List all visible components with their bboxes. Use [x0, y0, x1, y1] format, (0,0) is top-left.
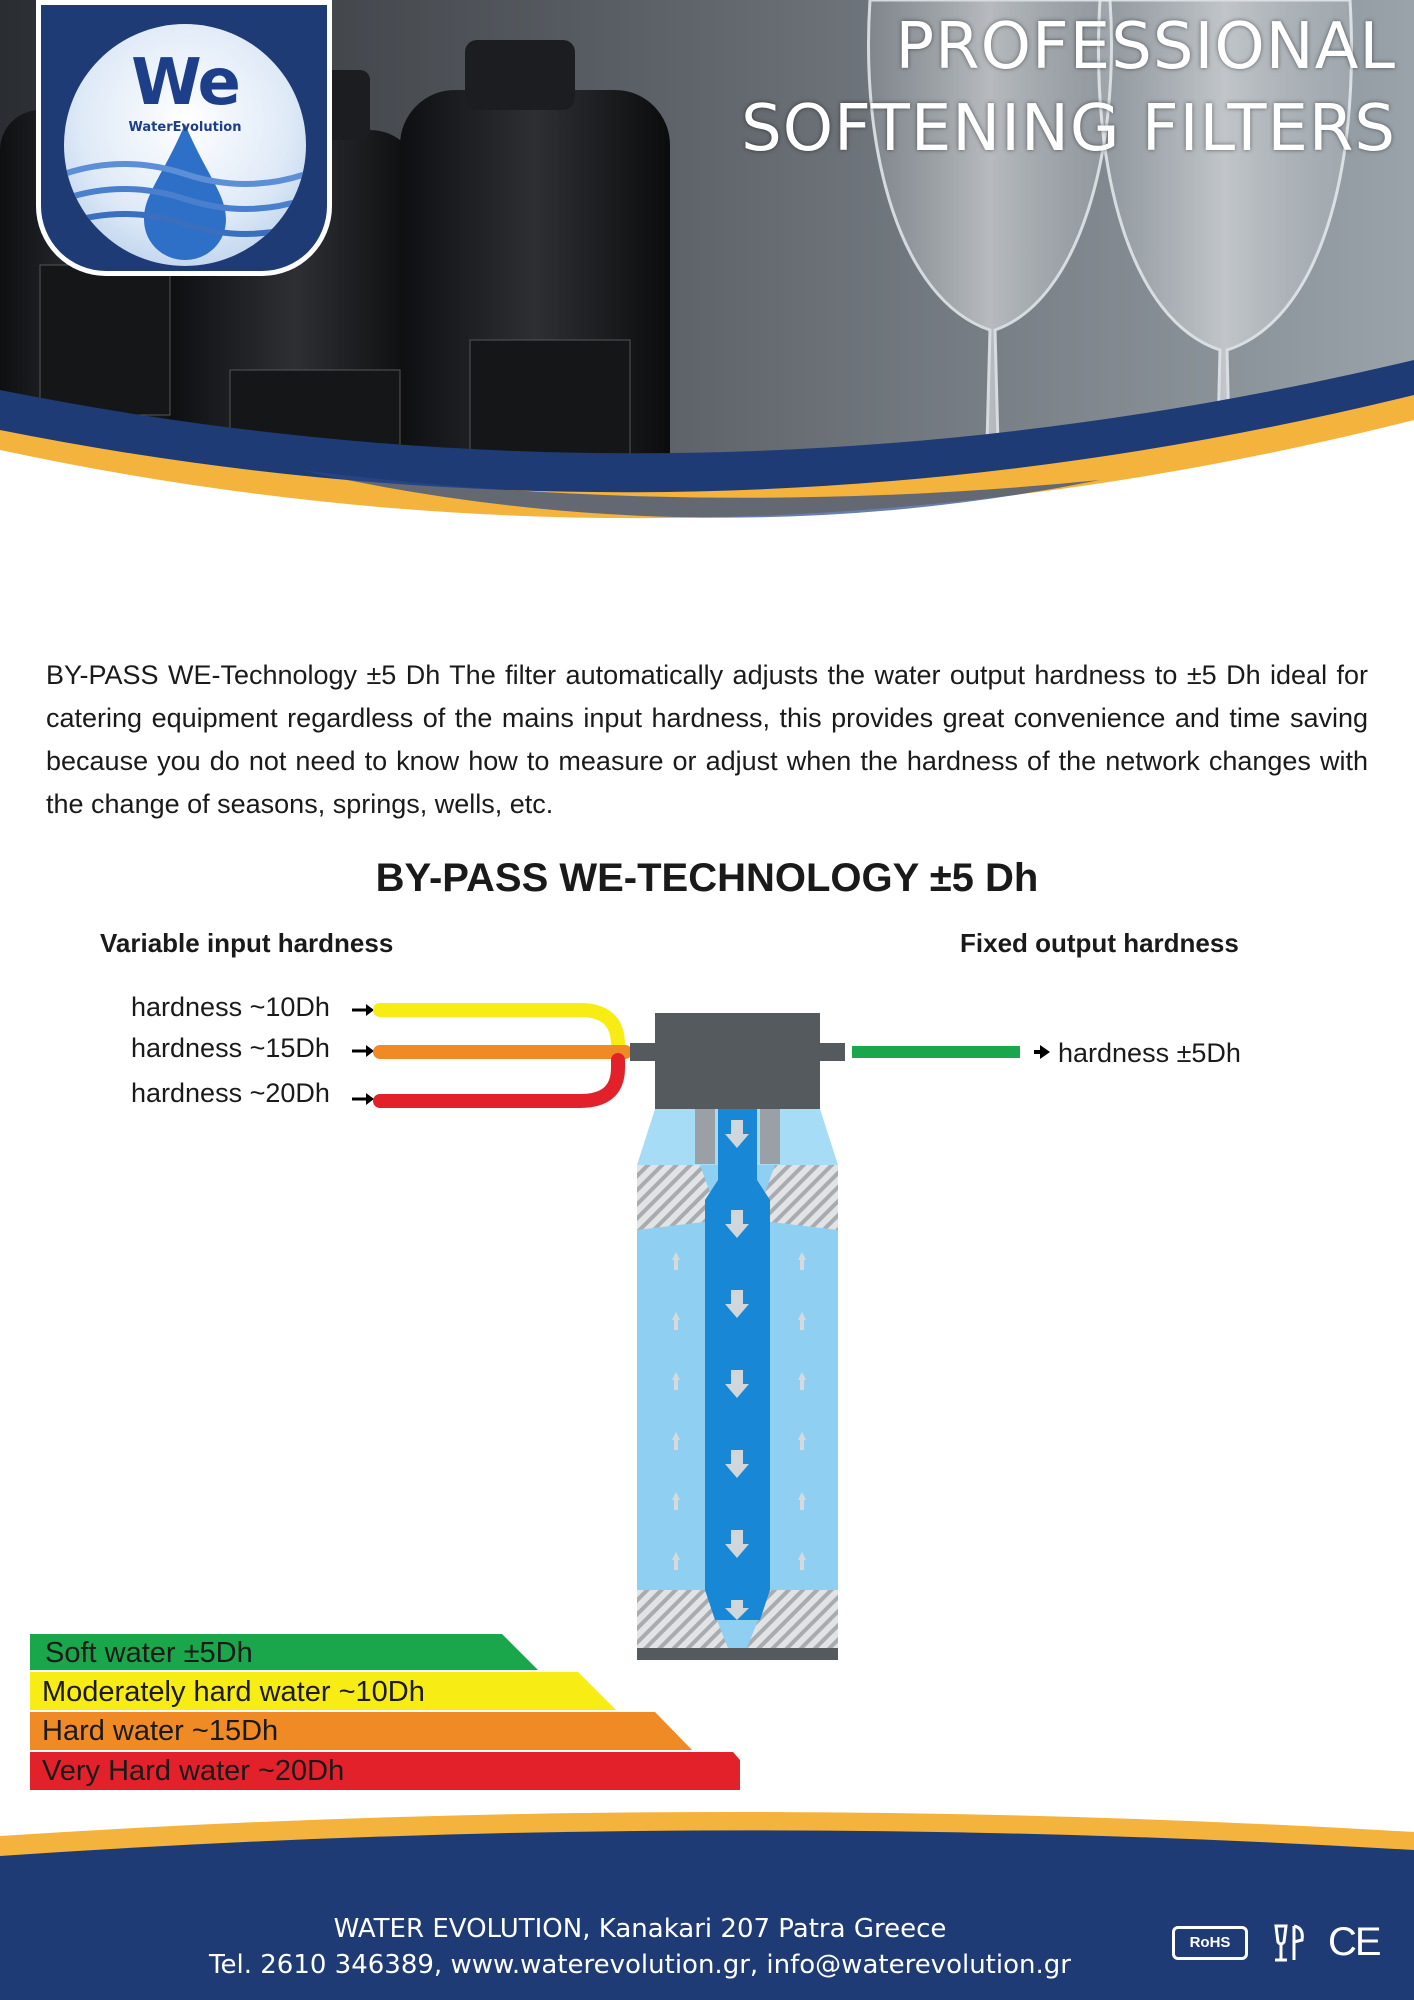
- diagram-title: BY-PASS WE-TECHNOLOGY ±5 Dh: [375, 856, 1039, 900]
- input-label-20dh: hardness ~20Dh: [131, 1078, 330, 1108]
- input-label-15dh: hardness ~15Dh: [131, 1033, 330, 1063]
- legend-label-moderate: Moderately hard water ~10Dh: [42, 1676, 425, 1708]
- rohs-badge: [1172, 1926, 1248, 1960]
- ce-mark: CE: [1328, 1920, 1380, 1964]
- legend-label-soft: Soft water ±5Dh: [45, 1637, 253, 1669]
- legend-label-very-hard: Very Hard water ~20Dh: [42, 1755, 345, 1787]
- food-safe-icon: [1272, 1924, 1306, 1964]
- logo-name: WaterEvolution: [128, 120, 242, 135]
- output-arrow-icon: [1034, 1045, 1050, 1059]
- page-title: [741, 6, 1396, 170]
- input-hardness-label: Variable input hardness: [100, 928, 394, 958]
- title-line-2: SOFTENING FILTERS: [741, 92, 1396, 166]
- filter-diagram: [0, 980, 1414, 1680]
- output-label-5dh: hardness ±5Dh: [1058, 1038, 1241, 1068]
- rohs-label: RoHS: [1189, 1934, 1231, 1951]
- title-line-1: PROFESSIONAL: [895, 10, 1396, 84]
- logo-mark: We: [131, 46, 239, 120]
- legend-label-hard: Hard water ~15Dh: [42, 1715, 279, 1747]
- intro-paragraph: BY-PASS WE-Technology ±5 Dh The filter automatically adjusts the water output hardness to ±5 Dh ideal for catering equipment regardless of the mains input hardness, this provides great convenience and time saving because you do not need to know how to measure or adjust when the hardness of the network changes with the change of seasons, springs, wells, etc.: [46, 660, 1368, 819]
- filter-cap: [655, 1013, 820, 1109]
- output-hardness-label: Fixed output hardness: [960, 928, 1239, 958]
- input-pipe-red: [380, 1060, 618, 1101]
- hero-banner: [0, 0, 1414, 620]
- footer-address: WATER EVOLUTION, Kanakari 207 Patra Greece: [333, 1914, 947, 1944]
- logo: [64, 24, 306, 266]
- footer-contact: Tel. 2610 346389, www.waterevolution.gr, info@waterevolution.gr: [209, 1950, 1071, 1980]
- input-label-10dh: hardness ~10Dh: [131, 992, 330, 1022]
- input-arrow-icon: [352, 1004, 374, 1105]
